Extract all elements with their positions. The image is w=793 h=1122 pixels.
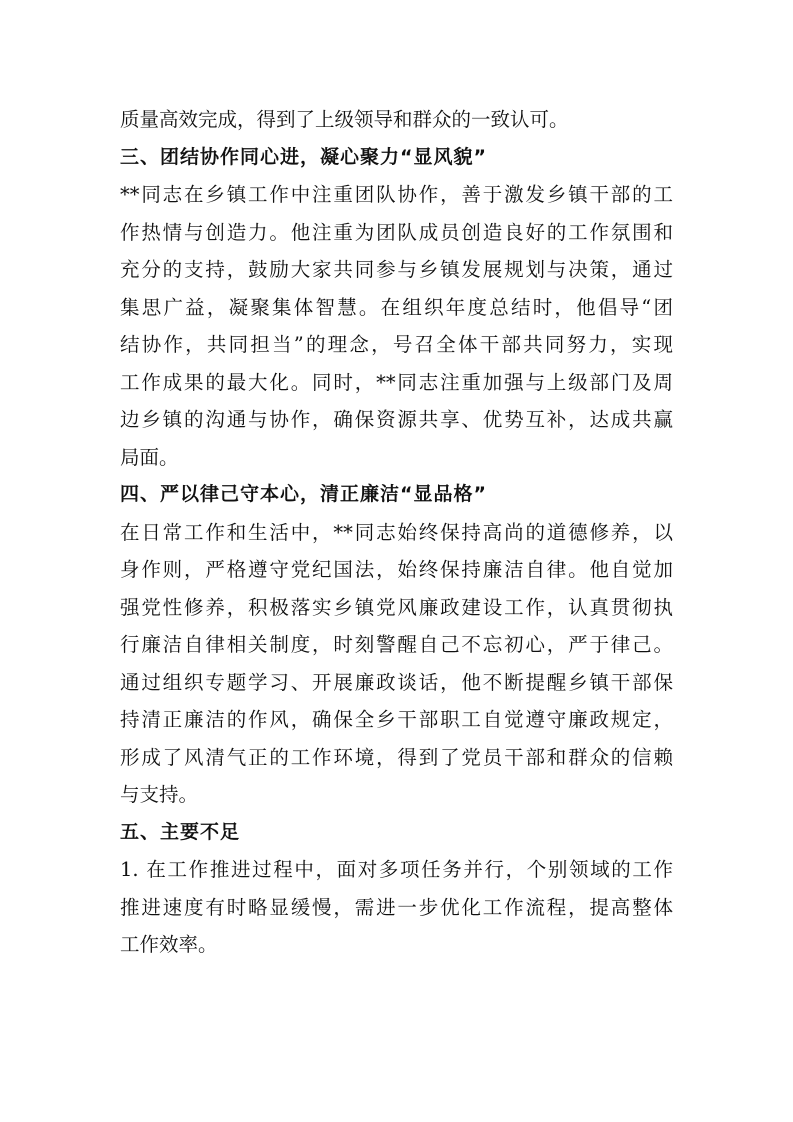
section-3-heading: 三、团结协作同心进，凝心聚力“显风貌”	[120, 145, 487, 168]
section-4-line: 行廉洁自律相关制度，时刻警醒自己不忘初心，严于律己。	[120, 633, 673, 656]
section-5-heading: 五、主要不足	[120, 820, 241, 843]
section-3-line: 局面。	[120, 445, 179, 469]
section-4-line: 强党性修养，积极落实乡镇党风廉政建设工作，认真贯彻执	[120, 595, 673, 619]
section-3-line: 作热情与创造力。他注重为团队成员创造良好的工作氛围和	[120, 220, 673, 244]
document-page	[120, 101, 673, 964]
section-3-line: 集思广益，凝聚集体智慧。在组织年度总结时，他倡导“团	[120, 295, 673, 319]
intro-line: 质量高效完成，得到了上级领导和群众的一致认可。	[120, 108, 569, 131]
section-4-line: 形成了风清气正的工作环境，得到了党员干部和群众的信赖	[120, 745, 673, 769]
section-4-line: 在日常工作和生活中，**同志始终保持高尚的道德修养，以	[120, 520, 673, 544]
section-3-line: 工作成果的最大化。同时，**同志注重加强与上级部门及周	[120, 370, 673, 394]
section-3-line: 结协作，共同担当”的理念，号召全体干部共同努力，实现	[120, 333, 673, 356]
section-5-line: 1. 在工作推进过程中，面对多项任务并行，个别领域的工作	[120, 858, 673, 881]
section-3-line: 充分的支持，鼓励大家共同参与乡镇发展规划与决策，通过	[120, 258, 673, 281]
section-5-line: 推进速度有时略显缓慢，需进一步优化工作流程，提高整体	[120, 895, 673, 919]
section-4-line: 持清正廉洁的作风，确保全乡干部职工自觉遵守廉政规定，	[120, 708, 673, 731]
section-4-heading: 四、严以律己守本心，清正廉洁“显品格”	[120, 483, 487, 505]
section-4-line: 通过组织专题学习、开展廉政谈话，他不断提醒乡镇干部保	[120, 670, 673, 694]
section-4-line: 身作则，严格遵守党纪国法，始终保持廉洁自律。他自觉加	[120, 558, 673, 581]
section-4-line: 与支持。	[120, 783, 199, 806]
section-3-line: 边乡镇的沟通与协作，确保资源共享、优势互补，达成共赢	[120, 408, 673, 431]
section-5-line: 工作效率。	[120, 933, 218, 956]
section-3-line: **同志在乡镇工作中注重团队协作，善于激发乡镇干部的工	[120, 183, 673, 206]
